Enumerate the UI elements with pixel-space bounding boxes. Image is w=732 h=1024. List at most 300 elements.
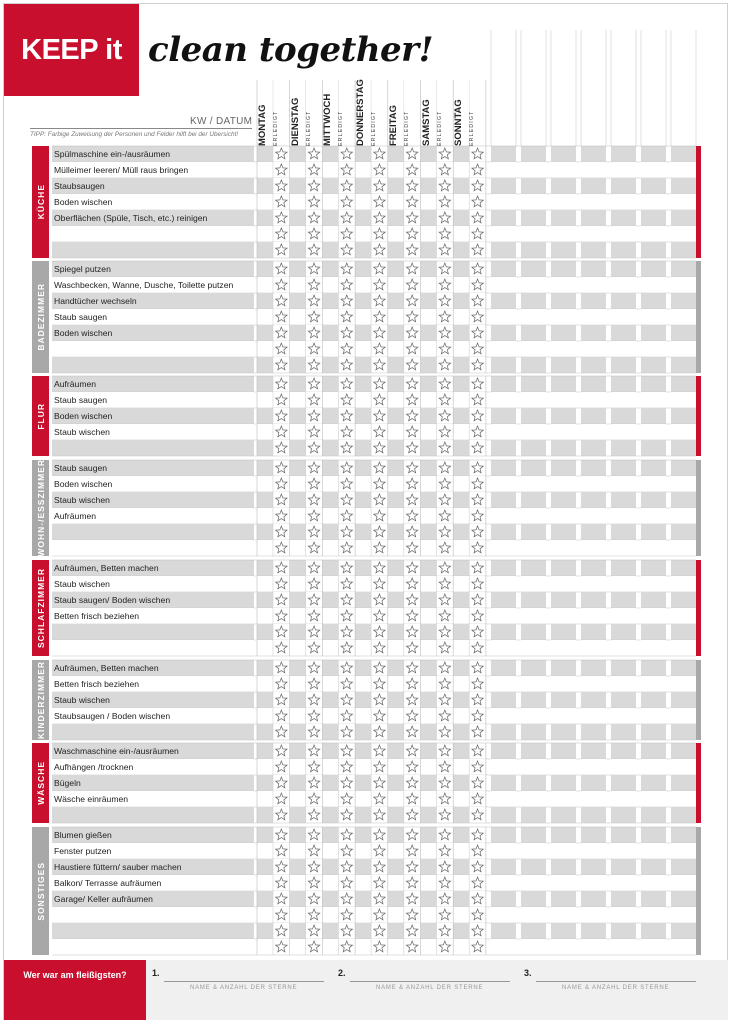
extra-cell[interactable] (491, 492, 516, 508)
day-name-cell[interactable] (453, 226, 469, 242)
extra-cell[interactable] (611, 162, 636, 178)
place-name-line[interactable] (164, 981, 324, 982)
day-name-cell[interactable] (322, 162, 338, 178)
day-name-cell[interactable] (388, 325, 404, 341)
day-name-cell[interactable] (290, 907, 306, 923)
day-name-cell[interactable] (290, 309, 306, 325)
day-name-cell[interactable] (453, 146, 469, 162)
extra-cell[interactable] (641, 476, 666, 492)
extra-cell[interactable] (641, 325, 666, 341)
extra-cell[interactable] (671, 923, 696, 939)
day-name-cell[interactable] (290, 875, 306, 891)
day-name-cell[interactable] (421, 660, 437, 676)
extra-cell[interactable] (551, 210, 576, 226)
day-name-cell[interactable] (453, 759, 469, 775)
extra-cell[interactable] (641, 560, 666, 576)
extra-cell[interactable] (611, 608, 636, 624)
day-name-cell[interactable] (290, 891, 306, 907)
extra-cell[interactable] (491, 178, 516, 194)
day-name-cell[interactable] (355, 440, 371, 456)
extra-cell[interactable] (551, 592, 576, 608)
extra-cell[interactable] (611, 560, 636, 576)
extra-cell[interactable] (551, 293, 576, 309)
extra-cell[interactable] (551, 743, 576, 759)
day-name-cell[interactable] (453, 939, 469, 955)
day-name-cell[interactable] (322, 210, 338, 226)
day-name-cell[interactable] (421, 708, 437, 724)
day-name-cell[interactable] (355, 692, 371, 708)
day-name-cell[interactable] (421, 576, 437, 592)
day-name-cell[interactable] (388, 146, 404, 162)
extra-cell[interactable] (581, 843, 606, 859)
day-name-cell[interactable] (290, 660, 306, 676)
extra-cell[interactable] (581, 859, 606, 875)
day-name-cell[interactable] (322, 640, 338, 656)
extra-cell[interactable] (521, 843, 546, 859)
extra-cell[interactable] (521, 424, 546, 440)
extra-cell[interactable] (611, 309, 636, 325)
extra-cell[interactable] (521, 791, 546, 807)
extra-cell[interactable] (611, 907, 636, 923)
extra-cell[interactable] (551, 708, 576, 724)
day-name-cell[interactable] (453, 277, 469, 293)
day-name-cell[interactable] (453, 309, 469, 325)
day-name-cell[interactable] (322, 440, 338, 456)
day-name-cell[interactable] (322, 791, 338, 807)
day-name-cell[interactable] (257, 392, 273, 408)
extra-cell[interactable] (641, 923, 666, 939)
day-name-cell[interactable] (257, 210, 273, 226)
extra-cell[interactable] (641, 309, 666, 325)
day-name-cell[interactable] (453, 624, 469, 640)
extra-cell[interactable] (611, 708, 636, 724)
extra-cell[interactable] (671, 476, 696, 492)
extra-cell[interactable] (641, 210, 666, 226)
day-name-cell[interactable] (355, 660, 371, 676)
day-name-cell[interactable] (421, 178, 437, 194)
day-name-cell[interactable] (388, 859, 404, 875)
extra-cell[interactable] (491, 875, 516, 891)
day-name-cell[interactable] (355, 524, 371, 540)
day-name-cell[interactable] (388, 210, 404, 226)
day-name-cell[interactable] (290, 939, 306, 955)
day-name-cell[interactable] (290, 524, 306, 540)
task-row[interactable] (52, 907, 254, 923)
task-row[interactable] (52, 640, 254, 656)
day-name-cell[interactable] (421, 357, 437, 373)
extra-cell[interactable] (551, 357, 576, 373)
extra-cell[interactable] (491, 676, 516, 692)
extra-cell[interactable] (581, 210, 606, 226)
day-name-cell[interactable] (290, 242, 306, 258)
day-name-cell[interactable] (355, 376, 371, 392)
extra-cell[interactable] (641, 743, 666, 759)
extra-cell[interactable] (671, 608, 696, 624)
extra-cell[interactable] (551, 424, 576, 440)
day-name-cell[interactable] (257, 624, 273, 640)
extra-cell[interactable] (581, 660, 606, 676)
extra-cell[interactable] (641, 376, 666, 392)
day-name-cell[interactable] (322, 859, 338, 875)
extra-cell[interactable] (491, 692, 516, 708)
extra-cell[interactable] (581, 608, 606, 624)
day-name-cell[interactable] (257, 608, 273, 624)
extra-cell[interactable] (611, 376, 636, 392)
day-name-cell[interactable] (421, 476, 437, 492)
day-name-cell[interactable] (322, 524, 338, 540)
extra-cell[interactable] (551, 724, 576, 740)
extra-cell[interactable] (611, 293, 636, 309)
day-name-cell[interactable] (257, 178, 273, 194)
extra-cell[interactable] (521, 807, 546, 823)
extra-cell[interactable] (491, 608, 516, 624)
day-name-cell[interactable] (421, 843, 437, 859)
extra-cell[interactable] (641, 242, 666, 258)
day-name-cell[interactable] (421, 309, 437, 325)
extra-cell[interactable] (641, 807, 666, 823)
extra-cell[interactable] (581, 759, 606, 775)
extra-cell[interactable] (551, 891, 576, 907)
day-name-cell[interactable] (322, 242, 338, 258)
extra-cell[interactable] (491, 859, 516, 875)
day-name-cell[interactable] (322, 508, 338, 524)
day-name-cell[interactable] (257, 775, 273, 791)
extra-cell[interactable] (611, 492, 636, 508)
extra-cell[interactable] (641, 508, 666, 524)
extra-cell[interactable] (551, 791, 576, 807)
day-name-cell[interactable] (388, 309, 404, 325)
day-name-cell[interactable] (322, 261, 338, 277)
day-name-cell[interactable] (257, 293, 273, 309)
day-name-cell[interactable] (290, 624, 306, 640)
day-name-cell[interactable] (257, 242, 273, 258)
extra-cell[interactable] (491, 341, 516, 357)
day-name-cell[interactable] (388, 775, 404, 791)
day-name-cell[interactable] (355, 178, 371, 194)
extra-cell[interactable] (491, 560, 516, 576)
extra-cell[interactable] (521, 178, 546, 194)
day-name-cell[interactable] (355, 277, 371, 293)
extra-cell[interactable] (491, 460, 516, 476)
extra-cell[interactable] (551, 576, 576, 592)
extra-cell[interactable] (611, 357, 636, 373)
extra-cell[interactable] (491, 226, 516, 242)
extra-cell[interactable] (581, 676, 606, 692)
extra-cell[interactable] (551, 376, 576, 392)
extra-cell[interactable] (641, 660, 666, 676)
day-name-cell[interactable] (322, 226, 338, 242)
extra-cell[interactable] (641, 178, 666, 194)
day-name-cell[interactable] (355, 325, 371, 341)
extra-cell[interactable] (671, 775, 696, 791)
day-name-cell[interactable] (290, 162, 306, 178)
extra-cell[interactable] (611, 939, 636, 955)
extra-cell[interactable] (581, 923, 606, 939)
day-name-cell[interactable] (453, 859, 469, 875)
extra-cell[interactable] (491, 624, 516, 640)
extra-cell[interactable] (491, 293, 516, 309)
day-name-cell[interactable] (257, 576, 273, 592)
extra-cell[interactable] (521, 891, 546, 907)
day-name-cell[interactable] (453, 524, 469, 540)
extra-cell[interactable] (611, 807, 636, 823)
task-row[interactable] (52, 242, 254, 258)
day-name-cell[interactable] (355, 508, 371, 524)
extra-cell[interactable] (581, 524, 606, 540)
day-name-cell[interactable] (257, 325, 273, 341)
day-name-cell[interactable] (322, 843, 338, 859)
day-name-cell[interactable] (421, 293, 437, 309)
extra-cell[interactable] (611, 692, 636, 708)
extra-cell[interactable] (671, 640, 696, 656)
day-name-cell[interactable] (290, 341, 306, 357)
day-name-cell[interactable] (355, 476, 371, 492)
day-name-cell[interactable] (355, 708, 371, 724)
day-name-cell[interactable] (257, 376, 273, 392)
day-name-cell[interactable] (355, 309, 371, 325)
extra-cell[interactable] (551, 560, 576, 576)
extra-cell[interactable] (581, 376, 606, 392)
extra-cell[interactable] (671, 492, 696, 508)
extra-cell[interactable] (491, 309, 516, 325)
day-name-cell[interactable] (257, 341, 273, 357)
extra-cell[interactable] (521, 592, 546, 608)
extra-cell[interactable] (641, 676, 666, 692)
extra-cell[interactable] (521, 440, 546, 456)
day-name-cell[interactable] (322, 341, 338, 357)
day-name-cell[interactable] (322, 891, 338, 907)
day-name-cell[interactable] (257, 146, 273, 162)
day-name-cell[interactable] (421, 608, 437, 624)
extra-cell[interactable] (491, 807, 516, 823)
day-name-cell[interactable] (388, 692, 404, 708)
extra-cell[interactable] (521, 640, 546, 656)
day-name-cell[interactable] (453, 560, 469, 576)
extra-cell[interactable] (581, 560, 606, 576)
extra-cell[interactable] (671, 261, 696, 277)
day-name-cell[interactable] (453, 178, 469, 194)
extra-cell[interactable] (551, 640, 576, 656)
day-name-cell[interactable] (290, 424, 306, 440)
day-name-cell[interactable] (257, 724, 273, 740)
day-name-cell[interactable] (257, 540, 273, 556)
day-name-cell[interactable] (453, 325, 469, 341)
extra-cell[interactable] (551, 194, 576, 210)
extra-cell[interactable] (491, 146, 516, 162)
day-name-cell[interactable] (453, 242, 469, 258)
extra-cell[interactable] (491, 277, 516, 293)
extra-cell[interactable] (671, 791, 696, 807)
day-name-cell[interactable] (290, 261, 306, 277)
day-name-cell[interactable] (355, 891, 371, 907)
extra-cell[interactable] (491, 640, 516, 656)
place-name-line[interactable] (350, 981, 510, 982)
day-name-cell[interactable] (421, 827, 437, 843)
extra-cell[interactable] (581, 576, 606, 592)
extra-cell[interactable] (521, 508, 546, 524)
extra-cell[interactable] (671, 560, 696, 576)
extra-cell[interactable] (641, 392, 666, 408)
day-name-cell[interactable] (355, 460, 371, 476)
extra-cell[interactable] (611, 875, 636, 891)
extra-cell[interactable] (581, 162, 606, 178)
day-name-cell[interactable] (388, 724, 404, 740)
extra-cell[interactable] (641, 827, 666, 843)
extra-cell[interactable] (521, 194, 546, 210)
day-name-cell[interactable] (257, 194, 273, 210)
day-name-cell[interactable] (421, 424, 437, 440)
extra-cell[interactable] (581, 775, 606, 791)
day-name-cell[interactable] (322, 608, 338, 624)
extra-cell[interactable] (641, 708, 666, 724)
day-name-cell[interactable] (355, 827, 371, 843)
extra-cell[interactable] (551, 624, 576, 640)
day-name-cell[interactable] (388, 376, 404, 392)
day-name-cell[interactable] (322, 460, 338, 476)
day-name-cell[interactable] (290, 194, 306, 210)
extra-cell[interactable] (491, 392, 516, 408)
day-name-cell[interactable] (322, 907, 338, 923)
extra-cell[interactable] (581, 592, 606, 608)
task-row[interactable] (52, 540, 254, 556)
day-name-cell[interactable] (453, 162, 469, 178)
day-name-cell[interactable] (453, 708, 469, 724)
day-name-cell[interactable] (388, 392, 404, 408)
day-name-cell[interactable] (388, 827, 404, 843)
day-name-cell[interactable] (421, 875, 437, 891)
extra-cell[interactable] (671, 875, 696, 891)
day-name-cell[interactable] (388, 875, 404, 891)
day-name-cell[interactable] (355, 162, 371, 178)
day-name-cell[interactable] (388, 791, 404, 807)
day-name-cell[interactable] (421, 146, 437, 162)
extra-cell[interactable] (611, 226, 636, 242)
day-name-cell[interactable] (355, 640, 371, 656)
day-name-cell[interactable] (290, 325, 306, 341)
extra-cell[interactable] (671, 939, 696, 955)
day-name-cell[interactable] (290, 560, 306, 576)
day-name-cell[interactable] (290, 791, 306, 807)
extra-cell[interactable] (551, 827, 576, 843)
extra-cell[interactable] (551, 226, 576, 242)
task-row[interactable] (52, 226, 254, 242)
extra-cell[interactable] (581, 309, 606, 325)
day-name-cell[interactable] (355, 261, 371, 277)
day-name-cell[interactable] (257, 261, 273, 277)
extra-cell[interactable] (491, 210, 516, 226)
extra-cell[interactable] (671, 392, 696, 408)
day-name-cell[interactable] (421, 624, 437, 640)
day-name-cell[interactable] (290, 460, 306, 476)
day-name-cell[interactable] (290, 376, 306, 392)
extra-cell[interactable] (491, 476, 516, 492)
extra-cell[interactable] (641, 624, 666, 640)
extra-cell[interactable] (491, 708, 516, 724)
extra-cell[interactable] (521, 408, 546, 424)
day-name-cell[interactable] (355, 624, 371, 640)
day-name-cell[interactable] (421, 210, 437, 226)
extra-cell[interactable] (611, 676, 636, 692)
extra-cell[interactable] (671, 341, 696, 357)
extra-cell[interactable] (581, 624, 606, 640)
extra-cell[interactable] (521, 827, 546, 843)
day-name-cell[interactable] (257, 708, 273, 724)
day-name-cell[interactable] (453, 392, 469, 408)
extra-cell[interactable] (611, 242, 636, 258)
extra-cell[interactable] (611, 540, 636, 556)
extra-cell[interactable] (641, 440, 666, 456)
extra-cell[interactable] (581, 692, 606, 708)
day-name-cell[interactable] (453, 608, 469, 624)
task-row[interactable] (52, 440, 254, 456)
day-name-cell[interactable] (453, 540, 469, 556)
extra-cell[interactable] (671, 194, 696, 210)
day-name-cell[interactable] (388, 357, 404, 373)
day-name-cell[interactable] (453, 476, 469, 492)
extra-cell[interactable] (671, 676, 696, 692)
extra-cell[interactable] (611, 759, 636, 775)
day-name-cell[interactable] (388, 460, 404, 476)
extra-cell[interactable] (641, 576, 666, 592)
day-name-cell[interactable] (355, 341, 371, 357)
day-name-cell[interactable] (453, 775, 469, 791)
day-name-cell[interactable] (290, 640, 306, 656)
extra-cell[interactable] (671, 293, 696, 309)
day-name-cell[interactable] (290, 923, 306, 939)
extra-cell[interactable] (491, 357, 516, 373)
day-name-cell[interactable] (322, 923, 338, 939)
extra-cell[interactable] (491, 923, 516, 939)
extra-cell[interactable] (491, 194, 516, 210)
day-name-cell[interactable] (421, 540, 437, 556)
extra-cell[interactable] (551, 392, 576, 408)
extra-cell[interactable] (491, 376, 516, 392)
day-name-cell[interactable] (421, 440, 437, 456)
extra-cell[interactable] (521, 560, 546, 576)
day-name-cell[interactable] (421, 524, 437, 540)
extra-cell[interactable] (521, 277, 546, 293)
day-name-cell[interactable] (290, 592, 306, 608)
day-name-cell[interactable] (322, 277, 338, 293)
extra-cell[interactable] (581, 708, 606, 724)
day-name-cell[interactable] (388, 524, 404, 540)
day-name-cell[interactable] (421, 508, 437, 524)
extra-cell[interactable] (521, 775, 546, 791)
day-name-cell[interactable] (355, 242, 371, 258)
day-name-cell[interactable] (421, 807, 437, 823)
day-name-cell[interactable] (290, 293, 306, 309)
extra-cell[interactable] (611, 827, 636, 843)
extra-cell[interactable] (491, 743, 516, 759)
extra-cell[interactable] (581, 791, 606, 807)
extra-cell[interactable] (671, 592, 696, 608)
extra-cell[interactable] (521, 476, 546, 492)
extra-cell[interactable] (581, 325, 606, 341)
day-name-cell[interactable] (257, 891, 273, 907)
day-name-cell[interactable] (290, 708, 306, 724)
day-name-cell[interactable] (453, 376, 469, 392)
day-name-cell[interactable] (322, 692, 338, 708)
extra-cell[interactable] (581, 724, 606, 740)
day-name-cell[interactable] (290, 759, 306, 775)
extra-cell[interactable] (491, 660, 516, 676)
day-name-cell[interactable] (322, 827, 338, 843)
extra-cell[interactable] (521, 708, 546, 724)
day-name-cell[interactable] (421, 325, 437, 341)
day-name-cell[interactable] (388, 261, 404, 277)
day-name-cell[interactable] (388, 194, 404, 210)
extra-cell[interactable] (671, 376, 696, 392)
